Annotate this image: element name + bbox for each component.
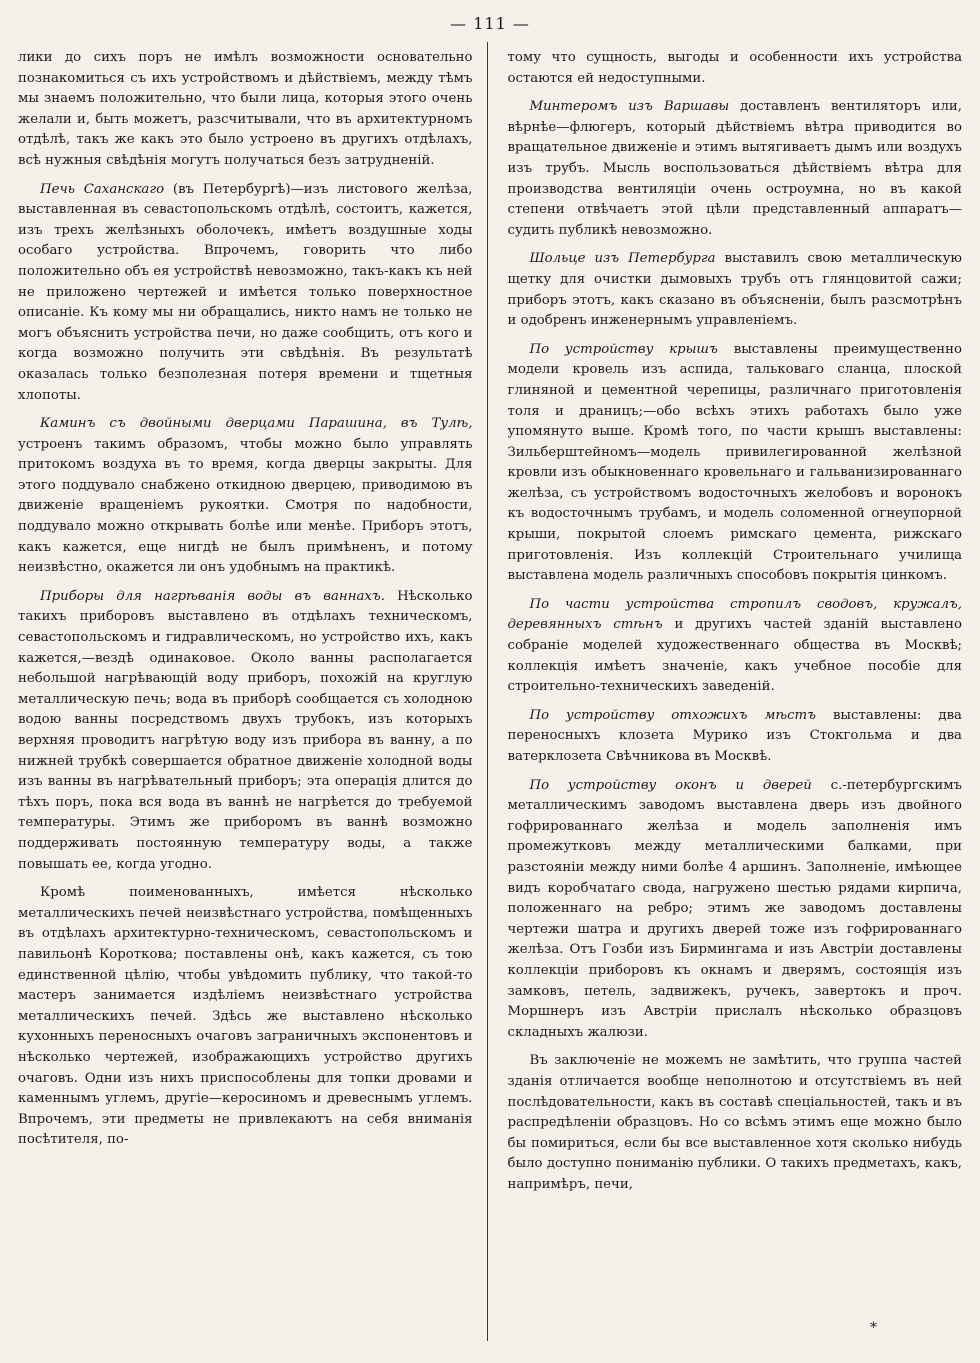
paragraph: лики до сихъ поръ не имѣлъ возможности основательно познакомиться съ ихъ устройствомъ и дѣйствіемъ, между тѣмъ мы знаемъ положительно, что были лица, которыя этого очень желали и, быть можетъ, разсчитывали, что въ архитектурномъ отдѣлѣ, такъ же какъ это было устроено въ другихъ отдѣлахъ, всѣ нужныя свѣдѣнія могутъ получаться безъ затрудненій. [18,50,473,168]
paragraph: Въ заключеніе не можемъ не замѣтить, что группа частей зданія отличается вообще неполнотою и отсутствіемъ въ ней послѣдовательности, какъ въ составѣ спеціальностей, такъ и въ распредѣленіи образцовъ. Но со всѣмъ этимъ еще можно было бы помириться, если бы все выставленное хотя сколько нибудь было доступно пониманію публики. О такихъ предметахъ, какъ, напримѣръ, печи, [507,1053,962,1192]
footer-mark: * [870,1320,877,1336]
page-number: — 111 — [450,14,530,33]
paragraph: По части устройства стропилъ сводовъ, кружалъ, деревянныхъ стѣнъ и другихъ частей зданій выставлено собраніе моделей художественнаго общества въ Москвѣ; коллекція имѣетъ значеніе, какъ учебное пособіе для строительно-техническихъ заведеній. [507,596,962,695]
left-column [14,48,487,1341]
paragraph: тому что сущность, выгоды и особенности ихъ устройства остаются ей недоступными. [507,50,962,86]
paragraph: Каминъ съ двойными дверцами Парашина, въ Тулѣ, устроенъ такимъ образомъ, чтобы можно было управлять притокомъ воздуха въ то время, когда дверцы закрыты. Для этого поддувало снабжено откидною дверцею, приводимою въ движеніе вращеніемъ рукоятки. Смотря по надобности, поддувало можно открывать болѣе или менѣе. Приборъ этотъ, какъ кажется, еще нигдѣ не былъ примѣненъ, и потому неизвѣстно, окажется ли онъ удобнымъ на практикѣ. [18,416,473,576]
paragraph: Печь Саханскаго (въ Петербургѣ)—изъ листового желѣза, выставленная въ севастопольскомъ отдѣлѣ, состоитъ, кажется, изъ трехъ желѣзныхъ оболочекъ, имѣетъ воздушные ходы особаго устройства. Впрочемъ, говорить что либо положительно объ ея устройствѣ невозможно, такъ-какъ къ ней не приложено чертежей и имѣется только поверхностное описаніе. Къ кому мы ни обращались, никто намъ не только не могъ объяснить устройства печи, но даже сообщить, отъ кого и когда возможно получить эти свѣдѣнія. Въ результатѣ оказалась только безполезная потеря времени и тщетныя хлопоты. [18,181,473,403]
text-columns [14,48,966,1341]
paragraph: Кромѣ поименованныхъ, имѣется нѣсколько металлическихъ печей неизвѣстнаго устройства, помѣщенныхъ въ отдѣлахъ архитектурно-техническомъ, севастопольскомъ и павильонѣ Короткова; поставлены онѣ, какъ кажется, съ тою единственной цѣлію, чтобы увѣдомить публику, что такой-то мастеръ занимается издѣліемъ неизвѣстнаго устройства металлическихъ печей. Здѣсь же выставлено нѣсколько кухонныхъ переносныхъ очаговъ заграничныхъ экспонентовъ и нѣсколько чертежей, изображающихъ устройство другихъ очаговъ. Одни изъ нихъ приспособлены для топки дровами и каменнымъ углемъ, другіе—керосиномъ и древеснымъ углемъ. Впрочемъ, эти предметы не привлекаютъ на себя вниманія посѣтителя, по- [18,885,473,1148]
paragraph: По устройству оконъ и дверей с.-петербургскимъ металлическимъ заводомъ выставлена дверь изъ двойного гофрированнаго желѣза и модель заполненія имъ промежутковъ между металлическими балками, при разстояніи между ними болѣе 4 аршинъ. Заполненіе, имѣющее видъ коробчатаго свода, нагружено шестью рядами кирпича, положеннаго на ребро; этимъ же заводомъ доставлены чертежи шатра и другихъ дверей тоже изъ гофрированнаго желѣза. Отъ Гозби изъ Бирмингама и изъ Австріи доставлены коллекціи приборовъ къ окнамъ и дверямъ, состоящія изъ замковъ, петель, задвижекъ, ручекъ, завертокъ и проч. Моршнеръ изъ Австріи прислалъ нѣсколько образцовъ складныхъ жалюзи. [507,777,963,1040]
paragraph: По устройству отхожихъ мѣстъ выставлены: два переносныхъ клозета Мурико изъ Стокгольма и два ватерклозета Свѣчникова въ Москвѣ. [507,707,962,764]
paragraph: Минтеромъ изъ Варшавы доставленъ вентиляторъ или, вѣрнѣе—флюгеръ, который дѣйствіемъ вѣтра приводится во вращательное движеніе и этимъ вытягиваетъ дымъ или воздухъ изъ трубъ. Мысль воспользоваться дѣйствіемъ вѣтра для производства вентиляціи очень остроумна, но въ какой степени отвѣчаетъ этой цѣли представленный аппаратъ—судить публикѣ невозможно. [507,99,962,238]
paragraph: Шольце изъ Петербурга выставилъ свою металлическую щетку для очистки дымовыхъ трубъ отъ глянцовитой сажи; приборъ этотъ, какъ сказано въ объясненіи, былъ разсмотрѣнъ и одобренъ инженернымъ управленіемъ. [507,251,962,329]
paragraph: По устройству крышъ выставлены преимущественно модели кровель изъ аспида, тальковаго сланца, плоской глиняной и цементной черепицы, различнаго приготовленія толя и драницъ;—обо всѣхъ этихъ работахъ было уже упомянуто выше. Кромѣ того, по части крышъ выставлены: Зильберштейномъ—модель привилегированной желѣзной кровли изъ обыкновеннаго кровельнаго и гальванизированнаго желѣза, съ устройствомъ водосточныхъ желобовъ и воронокъ къ водосточнымъ трубамъ, и модель соломенной огнеупорной крыши, покрытой слоемъ римскаго цемента, рижскаго приготовленія. Изъ коллекцій Строительнаго училища выставлена модель различныхъ способовъ покрытія цинкомъ. [507,341,962,584]
paragraph: Приборы для нагрѣванія воды въ ваннахъ. Нѣсколько такихъ приборовъ выставлено въ отдѣлахъ техническомъ, севастопольскомъ и гидравлическомъ, но устройство ихъ, какъ кажется,—вездѣ одинаковое. Около ванны располагается небольшой нагрѣвающій воду приборъ, похожій на круглую металлическую печь; вода въ приборѣ сообщается съ холодною водою ванны посредствомъ двухъ трубокъ, изъ которыхъ верхняя проводитъ нагрѣтую воду изъ прибора въ ванну, а по нижней трубкѣ совершается обратное движеніе холодной воды изъ ванны въ нагрѣвательный приборъ; эта операція длится до тѣхъ поръ, пока вся вода въ ваннѣ не нагрѣется до требуемой температуры. Этимъ же приборомъ въ ваннѣ возможно поддерживать постоянную температуру воды, а также повышать ее, когда угодно. [18,588,473,872]
right-column [488,48,967,1341]
